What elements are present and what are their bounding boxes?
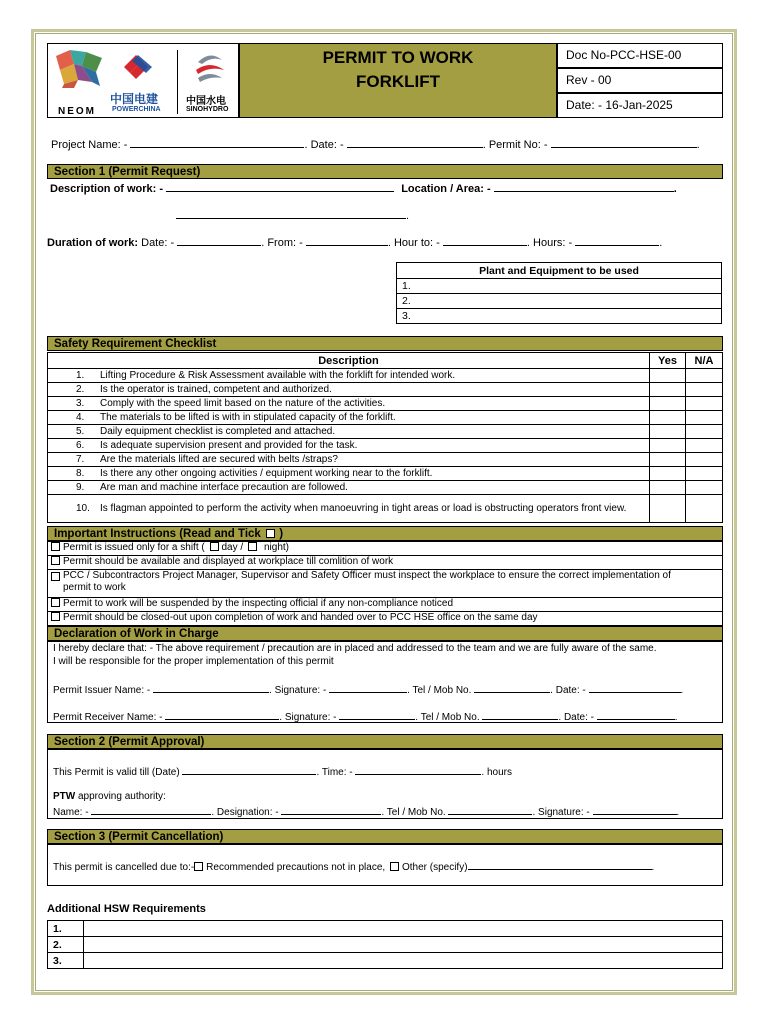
issuer-row: Permit Issuer Name: - . Signature: - . Tel / Mob No. . Date: - . (53, 682, 683, 696)
cancel-row: This permit is cancelled due to:- Recommended precautions not in place, Other (specify) . (53, 859, 654, 873)
from-field[interactable] (306, 235, 388, 246)
hsw-table (47, 920, 723, 969)
plant-row-1[interactable]: 1. (397, 279, 722, 294)
yes-cell[interactable] (650, 467, 686, 481)
project-line: Project Name: - . Date: - . Permit No: - . (51, 139, 700, 151)
hour-to-label: Hour to: - (393, 237, 440, 249)
tick-box-icon (266, 529, 275, 538)
sinohydro-cn: 中国水电 (186, 96, 226, 107)
checklist-row (48, 481, 723, 495)
item-num: 3. (76, 398, 85, 409)
hours-unit: hours (486, 767, 512, 778)
checklist-row (48, 439, 723, 453)
receiver-signature-label: Signature: - (284, 712, 337, 723)
powerchina-logo-icon (120, 50, 156, 84)
receiver-date-label: Date: - (563, 712, 594, 723)
item-num: 7. (76, 454, 85, 465)
col-na: N/A (686, 353, 723, 369)
designation-field[interactable] (281, 804, 381, 815)
plant-row-2[interactable]: 2. (397, 294, 722, 309)
instruction-3 (47, 569, 723, 598)
item-text: Are man and machine interface precaution are followed. (100, 482, 348, 493)
hsw-num-1: 1. (48, 921, 84, 937)
receiver-signature-field[interactable] (339, 709, 415, 720)
na-cell[interactable] (686, 397, 723, 411)
receiver-tel-label: Tel / Mob No. (420, 712, 480, 723)
declaration-box (47, 641, 723, 723)
document-date: Date: - 16-Jan-2025 (557, 93, 723, 118)
valid-date-field[interactable] (182, 764, 316, 775)
time-label: Time: - (321, 767, 353, 778)
yes-cell[interactable] (650, 425, 686, 439)
precautions-checkbox[interactable] (194, 862, 203, 871)
yes-cell[interactable] (650, 481, 686, 495)
authority-name-label: Name: - (53, 807, 89, 818)
plant-header: Plant and Equipment to be used (397, 263, 722, 279)
authority-tel-label: Tel / Mob No. (386, 807, 446, 818)
checklist-row (48, 411, 723, 425)
na-cell[interactable] (686, 369, 723, 383)
valid-label: This Permit is valid till (Date) (53, 767, 180, 778)
issuer-label: Permit Issuer Name: - (53, 685, 151, 696)
valid-row: This Permit is valid till (Date) . Time: - . hours (53, 764, 512, 778)
issuer-tel-label: Tel / Mob No. (412, 685, 472, 696)
location-label: Location / Area: - (401, 183, 491, 195)
issuer-signature-label: Signature: - (274, 685, 327, 696)
instructions-header (47, 526, 723, 541)
ptw-rest: approving authority: (78, 791, 166, 802)
day-label: day / (221, 542, 244, 553)
section2-header: Section 2 (Permit Approval) (47, 734, 723, 749)
item-text: Is flagman appointed to perform the activity when manoeuvring in tight areas or load is obstructing operators front view. (100, 503, 627, 514)
na-cell[interactable] (686, 439, 723, 453)
na-cell[interactable] (686, 383, 723, 397)
project-name-label: Project Name: - (51, 139, 128, 151)
powerchina-cn: 中国电建 (110, 92, 159, 106)
item-text: Daily equipment checklist is completed and attached. (100, 426, 336, 437)
night-checkbox[interactable] (248, 542, 257, 551)
na-cell[interactable] (686, 411, 723, 425)
issuer-signature-field[interactable] (329, 682, 407, 693)
receiver-date-field[interactable] (597, 709, 675, 720)
issuer-date-field[interactable] (589, 682, 681, 693)
instruction-4-text: Permit to work will be suspended by the inspecting official if any non-compliance noticed (63, 598, 454, 609)
receiver-row: Permit Receiver Name: - . Signature: - . Tel / Mob No. . Date: - . (53, 709, 678, 723)
instruction-2 (47, 555, 723, 570)
document-title (239, 43, 557, 118)
location-field[interactable] (494, 181, 674, 192)
item-num: 2. (76, 384, 85, 395)
yes-cell[interactable] (650, 439, 686, 453)
title-line-2: FORKLIFT (355, 72, 441, 91)
issuer-name-field[interactable] (153, 682, 269, 693)
col-description: Description (48, 353, 650, 369)
powerchina-en: POWERCHINA (112, 106, 161, 113)
hsw-field-1[interactable] (84, 921, 723, 937)
other-checkbox[interactable] (390, 862, 399, 871)
doc-number: Doc No-PCC-HSE-00 (557, 43, 723, 68)
item-text: Is there any other ongoing activities / equipment working near to the forklift. (100, 468, 433, 479)
section3-header: Section 3 (Permit Cancellation) (47, 829, 723, 844)
declaration-header: Declaration of Work in Charge (47, 626, 723, 641)
neom-logo-icon (52, 48, 108, 88)
instruction-5-checkbox[interactable] (51, 612, 60, 621)
sinohydro-logo-icon (192, 50, 228, 86)
plant-equipment-table (396, 262, 722, 324)
night-label: night) (263, 542, 289, 553)
item-num: 9. (76, 482, 85, 493)
plant-row-3[interactable]: 3. (397, 309, 722, 324)
ptw-label: PTW (53, 791, 76, 802)
title-line-1: PERMIT TO WORK (322, 48, 474, 67)
day-checkbox[interactable] (210, 542, 219, 551)
yes-cell[interactable] (650, 495, 686, 523)
hsw-field-3[interactable] (84, 953, 723, 969)
ptw-row (53, 791, 166, 802)
sinohydro-en: SINOHYDRO (186, 106, 229, 113)
item-text: Are the materials lifted are secured with belts /straps? (100, 454, 338, 465)
neom-wordmark: NEOM (58, 106, 96, 117)
hours-field[interactable] (575, 235, 659, 246)
instruction-1 (47, 541, 723, 556)
designation-label: Designation: - (216, 807, 279, 818)
na-cell[interactable] (686, 481, 723, 495)
declaration-text-1: I hereby declare that: - The above requirement / precaution are in placed and addressed to the team and we are fully aware of the same. (53, 643, 657, 654)
item-num: 8. (76, 468, 85, 479)
instruction-5-text: Permit should be closed-out upon completion of work and handed over to PCC HSE office on the same day (63, 612, 538, 623)
hsw-title: Additional HSW Requirements (47, 903, 206, 915)
date-field[interactable] (347, 137, 483, 148)
na-cell[interactable] (686, 495, 723, 523)
description-label: Description of work: - (50, 183, 164, 195)
item-text: Is adequate supervision present and provided for the task. (100, 440, 358, 451)
receiver-name-field[interactable] (165, 709, 279, 720)
permit-no-label: Permit No: - (488, 139, 548, 151)
item-num: 5. (76, 426, 85, 437)
description-row: Description of work: - Location / Area: - . (50, 183, 677, 195)
logo-area (47, 43, 239, 118)
issuer-tel-field[interactable] (474, 682, 550, 693)
approval-box (47, 749, 723, 819)
authority-name-field[interactable] (91, 804, 211, 815)
duration-label: Duration of work: (47, 237, 139, 249)
precautions-label: Recommended precautions not in place, (206, 862, 386, 873)
item-num: 4. (76, 412, 85, 423)
instruction-2-checkbox[interactable] (51, 556, 60, 565)
description-row-2: . (176, 208, 409, 222)
revision: Rev - 00 (557, 68, 723, 93)
item-num: 6. (76, 440, 85, 451)
hsw-num-3: 3. (48, 953, 84, 969)
other-specify-field[interactable] (468, 859, 652, 870)
hours-label: Hours: - (533, 237, 573, 249)
receiver-tel-field[interactable] (482, 709, 558, 720)
instruction-1-text: Permit is issued only for a shift ( (63, 542, 205, 553)
na-cell[interactable] (686, 467, 723, 481)
instruction-4 (47, 597, 723, 612)
description-field-2[interactable] (176, 208, 406, 219)
na-cell[interactable] (686, 453, 723, 467)
instructions-title: Important Instructions (Read and Tick (54, 528, 261, 540)
instruction-3-text: PCC / Subcontractors Project Manager, Supervisor and Safety Officer must inspect the workplace to ensure the correct implementation of permit to work (63, 570, 671, 593)
na-cell[interactable] (686, 425, 723, 439)
yes-cell[interactable] (650, 453, 686, 467)
section1-header: Section 1 (Permit Request) (47, 164, 723, 179)
authority-signature-field[interactable] (593, 804, 677, 815)
logo-divider (177, 50, 178, 114)
cancel-label: This permit is cancelled due to:- (53, 862, 195, 873)
issuer-date-label: Date: - (555, 685, 586, 696)
time-field[interactable] (355, 764, 481, 775)
yes-cell[interactable] (650, 397, 686, 411)
instructions-title-end: ) (279, 528, 284, 540)
instruction-4-checkbox[interactable] (51, 598, 60, 607)
declaration-text-2: I will be responsible for the proper implementation of this permit (53, 656, 334, 667)
checklist-header: Safety Requirement Checklist (47, 336, 723, 351)
duration-row: Duration of work: Date: - . From: - . Hour to: - . Hours: - . (47, 237, 663, 249)
item-text: Lifting Procedure & Risk Assessment available with the forklift for intended work. (100, 370, 456, 381)
duration-date-field[interactable] (177, 235, 261, 246)
cancellation-box (47, 844, 723, 886)
date-label: Date: - (310, 139, 344, 151)
other-label: Other (specify) (401, 862, 468, 873)
project-name-field[interactable] (130, 137, 304, 148)
hsw-num-2: 2. (48, 937, 84, 953)
item-num: 10. (76, 503, 90, 514)
checklist-row (48, 397, 723, 411)
item-text: The materials to be lifted is with in stipulated capacity of the forklift. (100, 412, 396, 423)
yes-cell[interactable] (650, 383, 686, 397)
receiver-label: Permit Receiver Name: - (53, 712, 163, 723)
instruction-5 (47, 611, 723, 626)
checklist-row (48, 467, 723, 481)
hour-to-field[interactable] (443, 235, 527, 246)
description-field[interactable] (166, 181, 394, 192)
checklist-row (48, 495, 723, 523)
instruction-1-checkbox[interactable] (51, 542, 60, 551)
item-text: Comply with the speed limit based on the nature of the activities. (100, 398, 386, 409)
yes-cell[interactable] (650, 369, 686, 383)
hsw-field-2[interactable] (84, 937, 723, 953)
item-num: 1. (76, 370, 85, 381)
safety-checklist-table (47, 352, 723, 523)
yes-cell[interactable] (650, 411, 686, 425)
permit-no-field[interactable] (551, 137, 697, 148)
from-label: From: - (267, 237, 303, 249)
authority-tel-field[interactable] (448, 804, 532, 815)
checklist-row (48, 453, 723, 467)
authority-signature-label: Signature: - (538, 807, 590, 818)
checklist-row (48, 383, 723, 397)
col-yes: Yes (650, 353, 686, 369)
instruction-3-checkbox[interactable] (51, 572, 60, 581)
authority-row: Name: - . Designation: - . Tel / Mob No. . Signature: - . (53, 804, 679, 818)
checklist-row (48, 425, 723, 439)
instruction-2-text: Permit should be available and displayed at workplace till comlition of work (63, 556, 394, 567)
duration-date-label: Date: - (141, 237, 175, 249)
item-text: Is the operator is trained, competent and authorized. (100, 384, 332, 395)
checklist-row (48, 369, 723, 383)
